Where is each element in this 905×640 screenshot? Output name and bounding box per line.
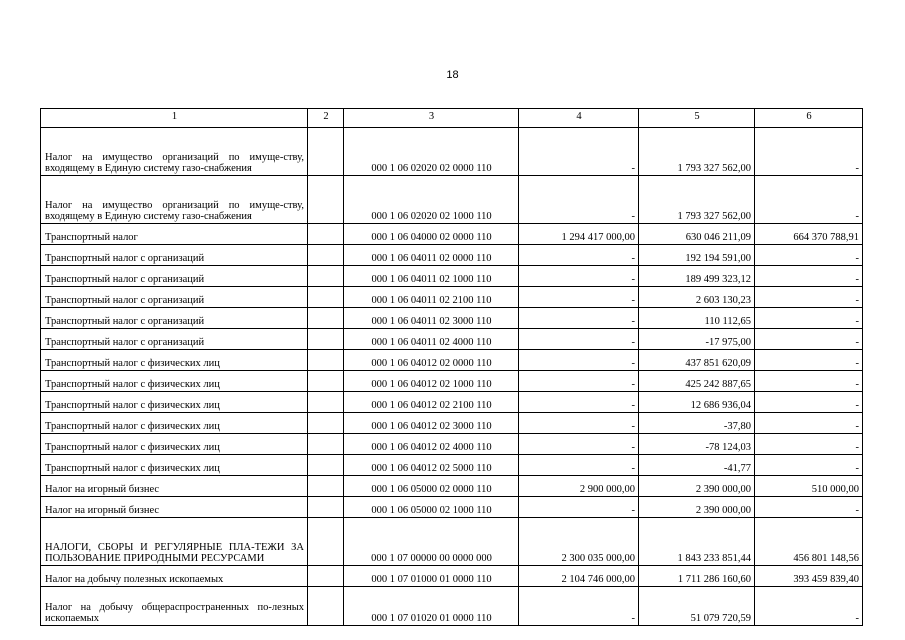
row-code-cell: 000 1 06 05000 02 1000 110 xyxy=(344,497,519,518)
row-col4-cell: 2 300 035 000,00 xyxy=(519,518,639,566)
row-code-cell: 000 1 06 05000 02 0000 110 xyxy=(344,476,519,497)
row-code-cell: 000 1 06 04012 02 1000 110 xyxy=(344,371,519,392)
row-code-cell: 000 1 06 04011 02 2100 110 xyxy=(344,287,519,308)
row-col2-cell xyxy=(308,176,344,224)
row-col5-cell: 2 390 000,00 xyxy=(639,497,755,518)
row-col5-cell: 437 851 620,09 xyxy=(639,350,755,371)
table-row xyxy=(41,518,863,566)
row-col5-cell: 2 390 000,00 xyxy=(639,476,755,497)
row-col4-cell: - xyxy=(519,176,639,224)
row-name-cell: Налог на игорный бизнес xyxy=(41,476,308,497)
row-col6-cell: - xyxy=(755,587,863,626)
row-name-cell: Транспортный налог xyxy=(41,224,308,245)
row-col4-cell: 1 294 417 000,00 xyxy=(519,224,639,245)
row-col5-cell: 192 194 591,00 xyxy=(639,245,755,266)
row-code-cell: 000 1 06 04011 02 4000 110 xyxy=(344,329,519,350)
row-col2-cell xyxy=(308,245,344,266)
row-col5-cell: -41,77 xyxy=(639,455,755,476)
column-header: 6 xyxy=(755,109,863,128)
row-col4-cell: 2 900 000,00 xyxy=(519,476,639,497)
row-col6-cell: - xyxy=(755,176,863,224)
row-name-cell: Налог на добычу общераспространенных по-лезных ископаемых xyxy=(41,587,308,626)
row-name-cell: Налог на добычу полезных ископаемых xyxy=(41,566,308,587)
row-name-cell: Налог на игорный бизнес xyxy=(41,497,308,518)
row-col4-cell: - xyxy=(519,308,639,329)
table-row xyxy=(41,308,863,329)
row-col5-cell: -17 975,00 xyxy=(639,329,755,350)
row-col2-cell xyxy=(308,476,344,497)
row-name-cell: Транспортный налог с физических лиц xyxy=(41,392,308,413)
row-col4-cell: - xyxy=(519,128,639,176)
table-header-row xyxy=(41,109,863,128)
row-col4-cell: - xyxy=(519,287,639,308)
row-col6-cell: - xyxy=(755,128,863,176)
table-row xyxy=(41,224,863,245)
row-col4-cell: - xyxy=(519,329,639,350)
row-col6-cell: - xyxy=(755,266,863,287)
row-name-cell: Транспортный налог с организаций xyxy=(41,329,308,350)
row-col5-cell: 189 499 323,12 xyxy=(639,266,755,287)
column-header: 5 xyxy=(639,109,755,128)
table-row xyxy=(41,128,863,176)
table-row xyxy=(41,287,863,308)
column-header: 4 xyxy=(519,109,639,128)
row-name-cell: Транспортный налог с организаций xyxy=(41,266,308,287)
row-col2-cell xyxy=(308,434,344,455)
row-code-cell: 000 1 06 04012 02 5000 110 xyxy=(344,455,519,476)
row-col2-cell xyxy=(308,566,344,587)
row-col5-cell: -78 124,03 xyxy=(639,434,755,455)
table-row xyxy=(41,434,863,455)
row-col4-cell: - xyxy=(519,266,639,287)
row-col6-cell: - xyxy=(755,497,863,518)
row-col4-cell: - xyxy=(519,392,639,413)
row-col6-cell: - xyxy=(755,371,863,392)
row-col6-cell: 664 370 788,91 xyxy=(755,224,863,245)
table-row xyxy=(41,329,863,350)
row-name-cell: Транспортный налог с физических лиц xyxy=(41,371,308,392)
table-row xyxy=(41,266,863,287)
page-number: 18 xyxy=(446,69,459,81)
row-col4-cell: - xyxy=(519,455,639,476)
row-code-cell: 000 1 06 04012 02 0000 110 xyxy=(344,350,519,371)
row-code-cell: 000 1 06 04011 02 1000 110 xyxy=(344,266,519,287)
row-col2-cell xyxy=(308,413,344,434)
table-row xyxy=(41,476,863,497)
row-col6-cell: 393 459 839,40 xyxy=(755,566,863,587)
row-col4-cell: - xyxy=(519,434,639,455)
row-col2-cell xyxy=(308,128,344,176)
row-name-cell: НАЛОГИ, СБОРЫ И РЕГУЛЯРНЫЕ ПЛА-ТЕЖИ ЗА ПОЛЬЗОВАНИЕ ПРИРОДНЫМИ РЕСУРСАМИ xyxy=(41,518,308,566)
table-row xyxy=(41,176,863,224)
table-row xyxy=(41,350,863,371)
row-col4-cell: 2 104 746 000,00 xyxy=(519,566,639,587)
row-col6-cell: 510 000,00 xyxy=(755,476,863,497)
row-code-cell: 000 1 06 02020 02 0000 110 xyxy=(344,128,519,176)
table-row xyxy=(41,455,863,476)
row-col2-cell xyxy=(308,329,344,350)
row-name-cell: Транспортный налог с организаций xyxy=(41,308,308,329)
row-col2-cell xyxy=(308,308,344,329)
row-col5-cell: 1 843 233 851,44 xyxy=(639,518,755,566)
table-row xyxy=(41,413,863,434)
row-col5-cell: 1 711 286 160,60 xyxy=(639,566,755,587)
row-col5-cell: 110 112,65 xyxy=(639,308,755,329)
row-col2-cell xyxy=(308,224,344,245)
budget-table xyxy=(40,108,863,626)
row-name-cell: Налог на имущество организаций по имуще-ству, входящему в Единую систему газо-снабжения xyxy=(41,176,308,224)
row-col2-cell xyxy=(308,371,344,392)
row-col5-cell: 1 793 327 562,00 xyxy=(639,128,755,176)
row-name-cell: Транспортный налог с физических лиц xyxy=(41,455,308,476)
row-col5-cell: 12 686 936,04 xyxy=(639,392,755,413)
row-col2-cell xyxy=(308,266,344,287)
row-code-cell: 000 1 06 04011 02 0000 110 xyxy=(344,245,519,266)
row-col6-cell: - xyxy=(755,329,863,350)
row-col2-cell xyxy=(308,497,344,518)
row-col5-cell: 51 079 720,59 xyxy=(639,587,755,626)
row-col4-cell: - xyxy=(519,371,639,392)
row-col6-cell: - xyxy=(755,287,863,308)
row-col2-cell xyxy=(308,350,344,371)
row-col6-cell: 456 801 148,56 xyxy=(755,518,863,566)
table-row xyxy=(41,392,863,413)
row-name-cell: Транспортный налог с физических лиц xyxy=(41,413,308,434)
table-row xyxy=(41,497,863,518)
row-col6-cell: - xyxy=(755,350,863,371)
row-col6-cell: - xyxy=(755,245,863,266)
row-code-cell: 000 1 06 04000 02 0000 110 xyxy=(344,224,519,245)
row-col5-cell: 630 046 211,09 xyxy=(639,224,755,245)
row-code-cell: 000 1 06 04012 02 2100 110 xyxy=(344,392,519,413)
column-header: 1 xyxy=(41,109,308,128)
column-header: 2 xyxy=(308,109,344,128)
row-col2-cell xyxy=(308,455,344,476)
row-col6-cell: - xyxy=(755,413,863,434)
row-col4-cell: - xyxy=(519,350,639,371)
column-header: 3 xyxy=(344,109,519,128)
row-col4-cell: - xyxy=(519,413,639,434)
table-row xyxy=(41,587,863,626)
row-col6-cell: - xyxy=(755,308,863,329)
row-col6-cell: - xyxy=(755,434,863,455)
table-row xyxy=(41,371,863,392)
row-col4-cell: - xyxy=(519,587,639,626)
row-name-cell: Транспортный налог с физических лиц xyxy=(41,434,308,455)
row-name-cell: Транспортный налог с физических лиц xyxy=(41,350,308,371)
row-col5-cell: 2 603 130,23 xyxy=(639,287,755,308)
row-code-cell: 000 1 06 04012 02 3000 110 xyxy=(344,413,519,434)
row-code-cell: 000 1 06 04012 02 4000 110 xyxy=(344,434,519,455)
row-code-cell: 000 1 07 01020 01 0000 110 xyxy=(344,587,519,626)
row-code-cell: 000 1 06 02020 02 1000 110 xyxy=(344,176,519,224)
table-row xyxy=(41,566,863,587)
row-code-cell: 000 1 06 04011 02 3000 110 xyxy=(344,308,519,329)
row-name-cell: Транспортный налог с организаций xyxy=(41,245,308,266)
row-code-cell: 000 1 07 00000 00 0000 000 xyxy=(344,518,519,566)
row-col2-cell xyxy=(308,518,344,566)
row-col2-cell xyxy=(308,587,344,626)
row-name-cell: Налог на имущество организаций по имуще-ству, входящему в Единую систему газо-снабжения xyxy=(41,128,308,176)
row-col5-cell: 1 793 327 562,00 xyxy=(639,176,755,224)
table-row xyxy=(41,245,863,266)
row-col2-cell xyxy=(308,287,344,308)
row-col4-cell: - xyxy=(519,245,639,266)
row-col6-cell: - xyxy=(755,455,863,476)
row-col6-cell: - xyxy=(755,392,863,413)
row-col5-cell: -37,80 xyxy=(639,413,755,434)
row-col5-cell: 425 242 887,65 xyxy=(639,371,755,392)
row-name-cell: Транспортный налог с организаций xyxy=(41,287,308,308)
row-code-cell: 000 1 07 01000 01 0000 110 xyxy=(344,566,519,587)
row-col2-cell xyxy=(308,392,344,413)
row-col4-cell: - xyxy=(519,497,639,518)
